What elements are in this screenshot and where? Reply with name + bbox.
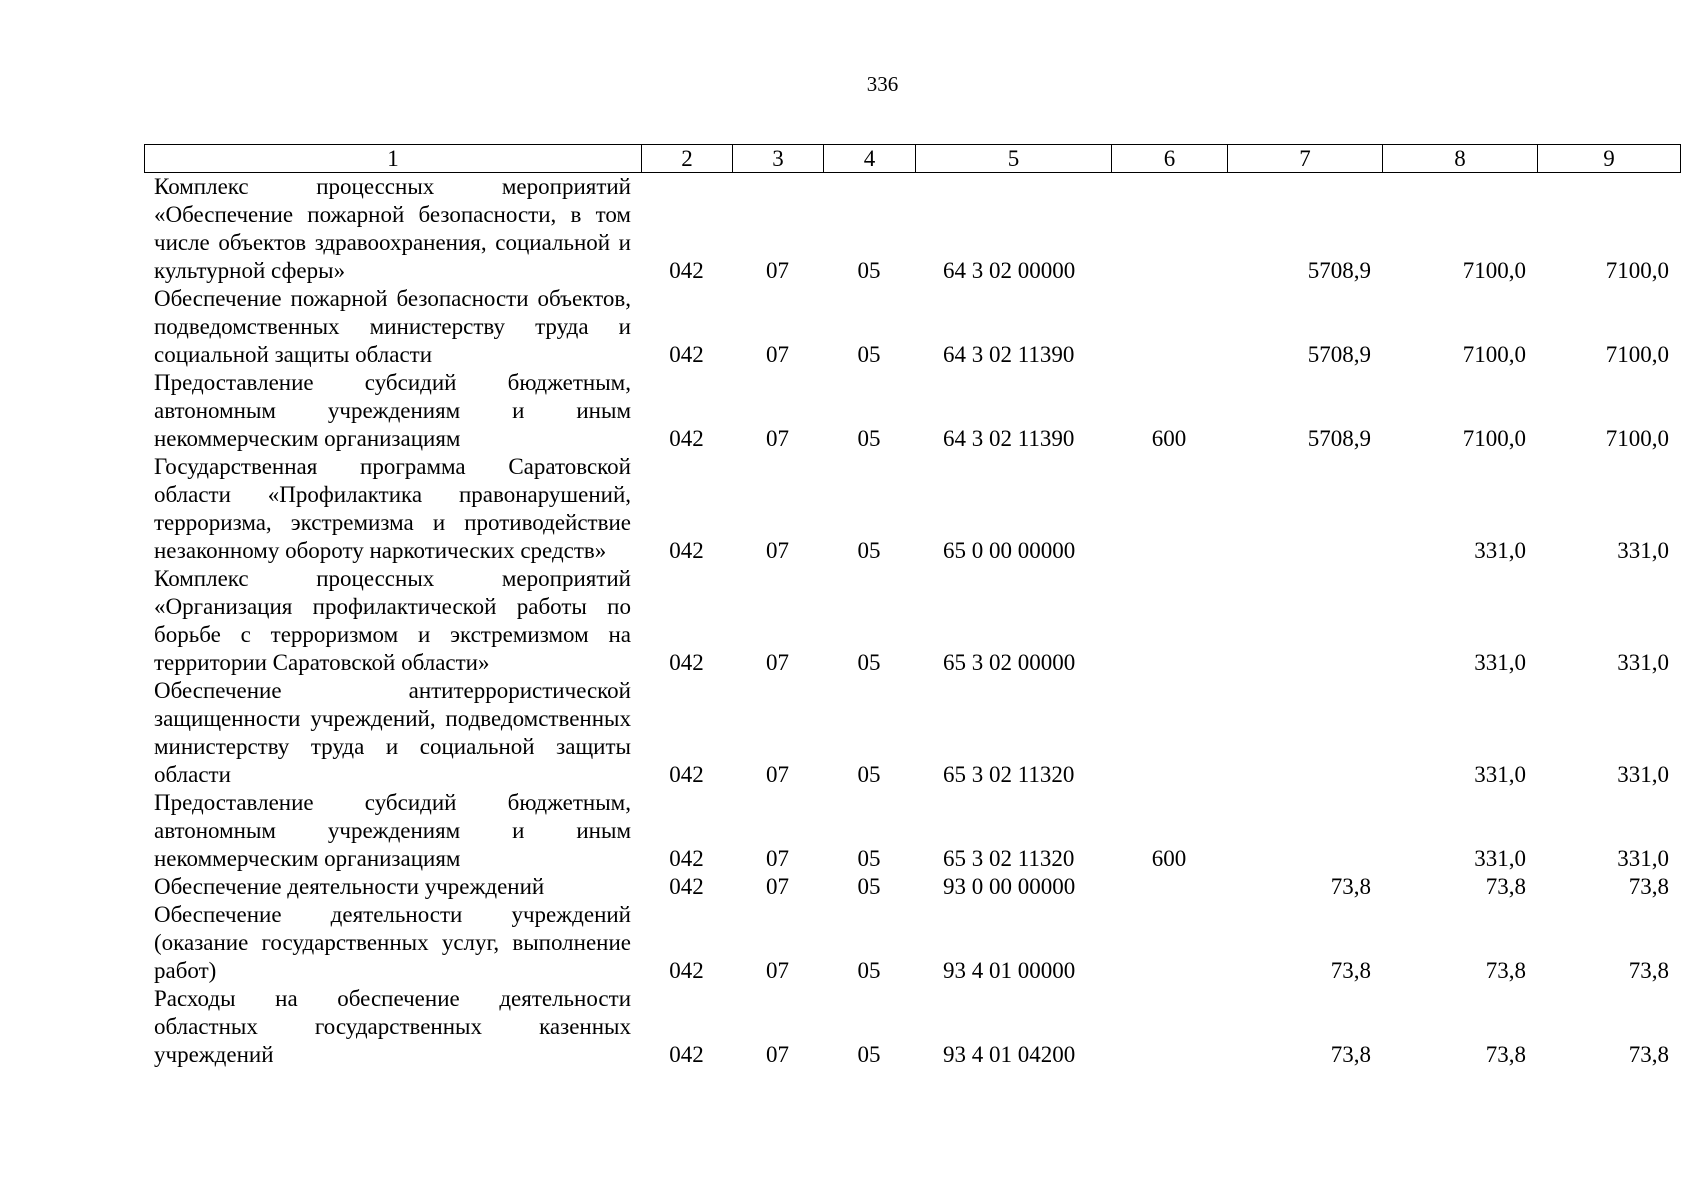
- target-article-cell: 65 0 00 00000: [943, 538, 1076, 563]
- table-row: [144, 285, 1680, 369]
- subsection-code-cell: 05: [857, 650, 881, 675]
- amount-col9-cell: 73,8: [1628, 958, 1669, 983]
- budget-table: [144, 173, 1680, 1069]
- section-code-cell: 07: [766, 874, 789, 899]
- target-article-cell: 93 0 00 00000: [943, 874, 1076, 899]
- target-article-cell: 93 4 01 04200: [943, 1042, 1076, 1067]
- subsection-code-cell: 05: [857, 426, 881, 451]
- column-header: 9: [1538, 145, 1681, 173]
- column-header: 4: [824, 145, 916, 173]
- column-header: 3: [733, 145, 824, 173]
- amount-col8-cell: 331,0: [1474, 538, 1526, 563]
- expense-type-cell: [1111, 873, 1227, 901]
- amount-col9-cell: 331,0: [1617, 650, 1669, 675]
- expense-name-cell: Расходы на обеспечение деятельности областных государственных казенных учреждений: [154, 986, 631, 1067]
- amount-col9-cell: 331,0: [1617, 538, 1669, 563]
- amount-col9-cell: 7100,0: [1605, 258, 1669, 283]
- amount-col8-cell: 73,8: [1485, 874, 1526, 899]
- expense-type-cell: [1111, 985, 1227, 1069]
- expense-type-cell: [1111, 285, 1227, 369]
- amount-col7-cell: 73,8: [1330, 958, 1371, 983]
- section-code-cell: 07: [766, 538, 789, 563]
- expense-type-cell: [1111, 453, 1227, 565]
- amount-col9-cell: 7100,0: [1605, 342, 1669, 367]
- subsection-code-cell: 05: [857, 342, 881, 367]
- ministry-code-cell: 042: [669, 342, 704, 367]
- ministry-code-cell: 042: [669, 958, 704, 983]
- amount-col8-cell: 7100,0: [1462, 258, 1526, 283]
- expense-type-cell: [1111, 677, 1227, 789]
- column-header: 1: [145, 145, 642, 173]
- expense-name-cell: Комплекс процессных мероприятий «Обеспечение пожарной безопасности, в том числе объектов здравоохранения, социальной и культурной сферы»: [154, 174, 631, 283]
- section-code-cell: 07: [766, 342, 789, 367]
- table-row: [144, 565, 1680, 677]
- target-article-cell: 64 3 02 11390: [943, 426, 1075, 451]
- subsection-code-cell: 05: [857, 258, 881, 283]
- amount-col8-cell: 7100,0: [1462, 426, 1526, 451]
- target-article-cell: 64 3 02 00000: [943, 258, 1076, 283]
- amount-col7-cell: [1227, 677, 1382, 789]
- expense-name-cell: Обеспечение антитеррористической защищенности учреждений, подведомственных министерству труда и социальной защиты области: [154, 678, 631, 787]
- column-header: 8: [1383, 145, 1538, 173]
- ministry-code-cell: 042: [669, 538, 704, 563]
- amount-col9-cell: 331,0: [1617, 846, 1669, 871]
- column-header: 5: [916, 145, 1112, 173]
- amount-col8-cell: 7100,0: [1462, 342, 1526, 367]
- amount-col8-cell: 73,8: [1485, 1042, 1526, 1067]
- expense-name-cell: Обеспечение деятельности учреждений (оказание государственных услуг, выполнение работ): [154, 902, 631, 983]
- expense-name-cell: Комплекс процессных мероприятий «Организация профилактической работы по борьбе с терроризмом и экстремизмом на территории Саратовской области»: [154, 566, 631, 675]
- expense-name-cell: Предоставление субсидий бюджетным, автономным учреждениям и иным некоммерческим организациям: [154, 790, 631, 871]
- subsection-code-cell: 05: [857, 538, 881, 563]
- column-header-table: [144, 144, 1681, 173]
- table-row: [144, 873, 1680, 901]
- amount-col7-cell: 5708,9: [1307, 426, 1371, 451]
- amount-col9-cell: 331,0: [1617, 762, 1669, 787]
- subsection-code-cell: 05: [857, 762, 881, 787]
- expense-name-cell: Обеспечение деятельности учреждений: [154, 874, 545, 899]
- column-header: 7: [1228, 145, 1383, 173]
- amount-col7-cell: [1227, 453, 1382, 565]
- amount-col8-cell: 73,8: [1485, 958, 1526, 983]
- expense-type-cell: [1111, 173, 1227, 285]
- section-code-cell: 07: [766, 762, 789, 787]
- page-number: 336: [866, 72, 899, 96]
- target-article-cell: 93 4 01 00000: [943, 958, 1076, 983]
- target-article-cell: 65 3 02 11320: [943, 762, 1075, 787]
- amount-col7-cell: 73,8: [1330, 874, 1371, 899]
- ministry-code-cell: 042: [669, 258, 704, 283]
- amount-col7-cell: [1227, 789, 1382, 873]
- ministry-code-cell: 042: [669, 426, 704, 451]
- column-header: 6: [1112, 145, 1228, 173]
- budget-table-body: [144, 173, 1680, 1069]
- table-row: [144, 677, 1680, 789]
- amount-col8-cell: 331,0: [1474, 846, 1526, 871]
- ministry-code-cell: 042: [669, 846, 704, 871]
- section-code-cell: 07: [766, 426, 789, 451]
- table-row: [144, 369, 1680, 453]
- expense-type-cell: 600: [1151, 426, 1187, 451]
- amount-col9-cell: 73,8: [1628, 1042, 1669, 1067]
- expense-name-cell: Обеспечение пожарной безопасности объектов, подведомственных министерству труда и социальной защиты области: [154, 286, 631, 367]
- subsection-code-cell: 05: [857, 1042, 881, 1067]
- subsection-code-cell: 05: [857, 846, 881, 871]
- amount-col9-cell: 7100,0: [1605, 426, 1669, 451]
- section-code-cell: 07: [766, 846, 789, 871]
- table-row: [144, 173, 1680, 285]
- column-header-row: [145, 145, 1681, 173]
- expense-type-cell: [1111, 565, 1227, 677]
- target-article-cell: 65 3 02 00000: [943, 650, 1076, 675]
- expense-type-cell: 600: [1151, 846, 1187, 871]
- ministry-code-cell: 042: [669, 1042, 704, 1067]
- section-code-cell: 07: [766, 258, 789, 283]
- ministry-code-cell: 042: [669, 650, 704, 675]
- target-article-cell: 64 3 02 11390: [943, 342, 1075, 367]
- amount-col9-cell: 73,8: [1628, 874, 1669, 899]
- target-article-cell: 65 3 02 11320: [943, 846, 1075, 871]
- expense-name-cell: Государственная программа Саратовской области «Профилактика правонарушений, терроризма, экстремизма и противодействие незаконному обороту наркотических средств»: [154, 454, 631, 563]
- expense-type-cell: [1111, 901, 1227, 985]
- subsection-code-cell: 05: [857, 874, 881, 899]
- column-header: 2: [642, 145, 733, 173]
- expense-name-cell: Предоставление субсидий бюджетным, автономным учреждениям и иным некоммерческим организациям: [154, 370, 631, 451]
- section-code-cell: 07: [766, 650, 789, 675]
- table-row: [144, 453, 1680, 565]
- amount-col8-cell: 331,0: [1474, 762, 1526, 787]
- ministry-code-cell: 042: [669, 874, 704, 899]
- table-row: [144, 901, 1680, 985]
- section-code-cell: 07: [766, 1042, 789, 1067]
- amount-col7-cell: [1227, 565, 1382, 677]
- amount-col8-cell: 331,0: [1474, 650, 1526, 675]
- table-row: [144, 985, 1680, 1069]
- amount-col7-cell: 73,8: [1330, 1042, 1371, 1067]
- amount-col7-cell: 5708,9: [1307, 342, 1371, 367]
- subsection-code-cell: 05: [857, 958, 881, 983]
- table-row: [144, 789, 1680, 873]
- ministry-code-cell: 042: [669, 762, 704, 787]
- section-code-cell: 07: [766, 958, 789, 983]
- amount-col7-cell: 5708,9: [1307, 258, 1371, 283]
